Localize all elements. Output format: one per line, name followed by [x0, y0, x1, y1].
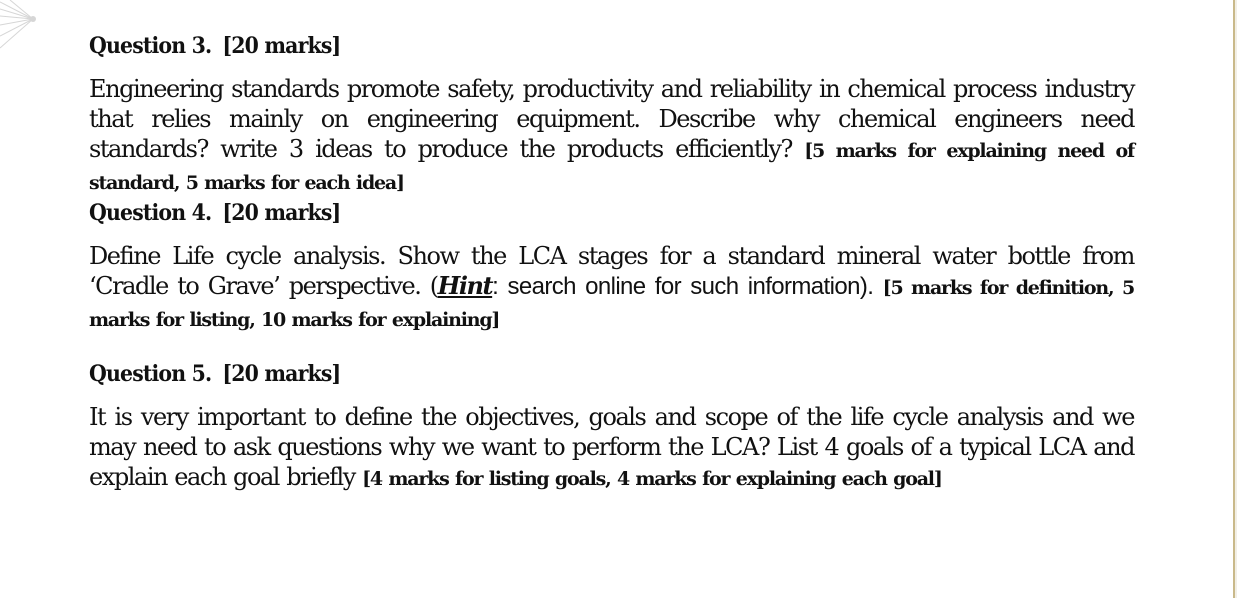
question-text: Define Life cycle analysis. Show the LCA stages for a standard mineral water bottle from ‘Cradle to Grave’ perspective. ( — [89, 242, 1134, 300]
marks-breakdown: [5 marks for explaining need of standard, 5 marks for each idea] — [89, 140, 1134, 194]
question-marks: [20 marks] — [222, 361, 341, 387]
corner-decoration — [0, 0, 40, 52]
question-body — [89, 241, 1134, 335]
question-title: Question 4. — [89, 200, 212, 226]
question-text: Engineering standards promote safety, productivity and reliability in chemical process industry that relies mainly on engineering equipment. Describe why chemical engineers need standards? write 3 ideas to produce the products efficiently? — [89, 75, 1134, 163]
question-heading — [89, 359, 1061, 389]
question-text: It is very important to define the objectives, goals and scope of the life cycle analysis and we may need to ask questions why we want to perform the LCA? List 4 goals of a typical LCA and explain each goal briefly — [89, 403, 1134, 491]
question-body — [89, 402, 1134, 494]
page-edge — [1233, 0, 1237, 598]
hint-label: Hint — [437, 271, 493, 300]
question-4 — [89, 198, 1134, 335]
question-marks: [20 marks] — [222, 33, 341, 59]
marks-breakdown: [5 marks for definition, 5 marks for listing, 10 marks for explaining] — [89, 277, 1134, 331]
hint-text: : search online for such information). — [492, 273, 874, 300]
question-heading — [89, 198, 1061, 228]
question-3 — [89, 31, 1134, 198]
question-body — [89, 74, 1134, 198]
question-heading — [89, 31, 1061, 61]
question-title: Question 5. — [89, 361, 212, 387]
question-marks: [20 marks] — [222, 200, 341, 226]
question-5 — [89, 359, 1134, 494]
question-title: Question 3. — [89, 33, 212, 59]
marks-breakdown: [4 marks for listing goals, 4 marks for explaining each goal] — [362, 468, 942, 490]
